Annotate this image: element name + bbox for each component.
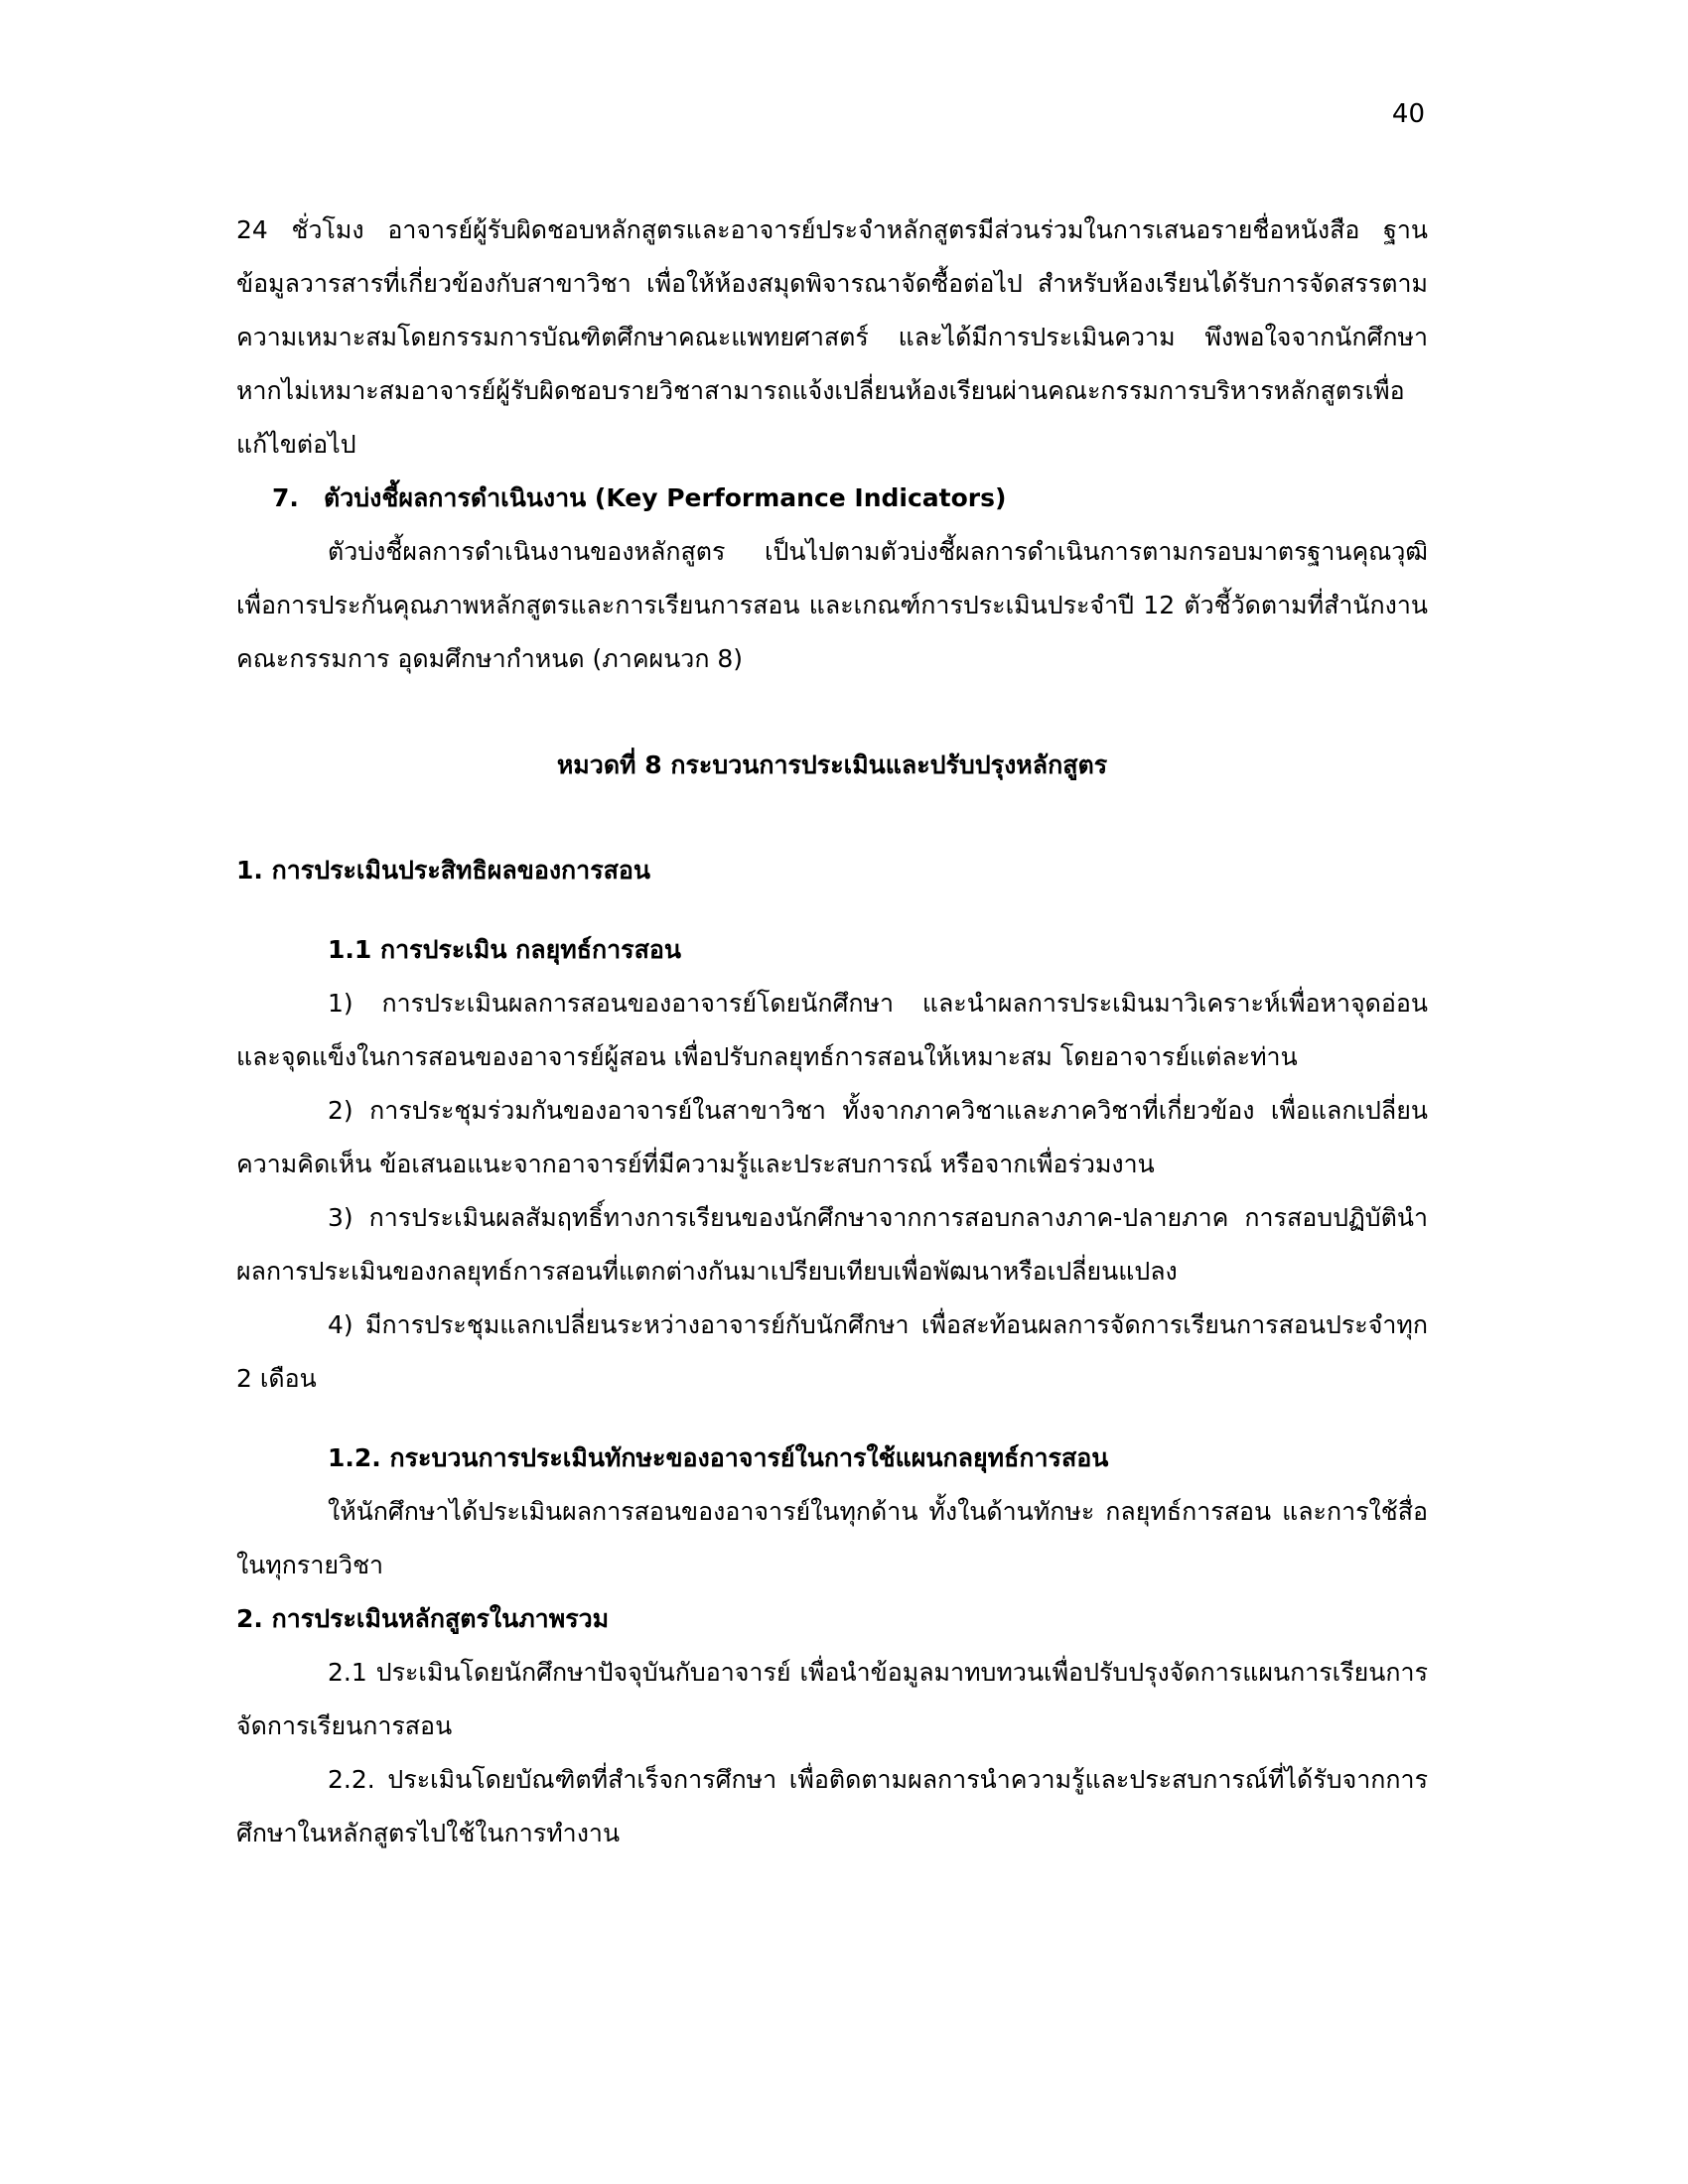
section-1-1-item: 1) การประเมินผลการสอนของอาจารย์โดยนักศึกษา และนำผลการประเมินมาวิเคราะห์เพื่อหาจุดอ่อนและจุดแข็งในการสอนของอาจารย์ผู้สอน เพื่อปรับกลยุทธ์การสอนให้เหมาะสม โดยอาจารย์แต่ละท่าน (236, 989, 1428, 1071)
section-1-1-item: 4) มีการประชุมแลกเปลี่ยนระหว่างอาจารย์กับนักศึกษา เพื่อสะท้อนผลการจัดการเรียนการสอนประจำทุก 2 เดือน (236, 1310, 1428, 1393)
kpi-number: 7. (272, 483, 299, 512)
section-1-2-heading: 1.2. กระบวนการประเมินทักษะของอาจารย์ในการใช้แผนกลยุทธ์การสอน (328, 1443, 1109, 1472)
section-2-heading: 2. การประเมินหลักสูตรในภาพรวม (236, 1604, 610, 1633)
kpi-heading (236, 472, 1428, 525)
page-number: 40 (1391, 99, 1425, 129)
chapter-title: หมวดที่ 8 กระบวนการประเมินและปรับปรุงหลักสูตร (556, 751, 1108, 779)
document-body (236, 204, 1428, 1860)
section-2-item: 2.2. ประเมินโดยบัณฑิตที่สำเร็จการศึกษา เพื่อติดตามผลการนำความรู้และประสบการณ์ที่ได้รับจากการศึกษาในหลักสูตรไปใช้ในการทำงาน (236, 1765, 1428, 1847)
kpi-heading-text: ตัวบ่งชี้ผลการดำเนินงาน (Key Performance Indicators) (324, 483, 1007, 512)
section-1-2-paragraph: ให้นักศึกษาได้ประเมินผลการสอนของอาจารย์ในทุกด้าน ทั้งในด้านทักษะ กลยุทธ์การสอน และการใช้สื่อในทุกรายวิชา (236, 1497, 1428, 1579)
intro-paragraph: 24 ชั่วโมง อาจารย์ผู้รับผิดชอบหลักสูตรและอาจารย์ประจำหลักสูตรมีส่วนร่วมในการเสนอรายชื่อหนังสือ ฐานข้อมูลวารสารที่เกี่ยวข้องกับสาขาวิชา เพื่อให้ห้องสมุดพิจารณาจัดซื้อต่อไป สำหรับห้องเรียนได้รับการจัดสรรตามความเหมาะสมโดยกรรมการบัณฑิตศึกษาคณะแพทยศาสตร์ และได้มีการประเมินความ พึงพอใจจากนักศึกษา หากไม่เหมาะสมอาจารย์ผู้รับผิดชอบรายวิชาสามารถแจ้งเปลี่ยนห้องเรียนผ่านคณะกรรมการบริหารหลักสูตรเพื่อแก้ไขต่อไป (236, 215, 1428, 459)
kpi-paragraph: ตัวบ่งชี้ผลการดำเนินงานของหลักสูตร เป็นไปตามตัวบ่งชี้ผลการดำเนินการตามกรอบมาตรฐานคุณวุฒิเพื่อการประกันคุณภาพหลักสูตรและการเรียนการสอน และเกณฑ์การประเมินประจำปี 12 ตัวชี้วัดตามที่สำนักงานคณะกรรมการ อุดมศึกษากำหนด (ภาคผนวก 8) (236, 537, 1428, 673)
section-1-1-heading: 1.1 การประเมิน กลยุทธ์การสอน (328, 935, 681, 964)
section-2-item: 2.1 ประเมินโดยนักศึกษาปัจจุบันกับอาจารย์ เพื่อนำข้อมูลมาทบทวนเพื่อปรับปรุงจัดการแผนการเรียนการจัดการเรียนการสอน (236, 1658, 1428, 1740)
section-1-1-item: 2) การประชุมร่วมกันของอาจารย์ในสาขาวิชา ทั้งจากภาควิชาและภาควิชาที่เกี่ยวข้อง เพื่อแลกเปลี่ยนความคิดเห็น ข้อเสนอแนะจากอาจารย์ที่มีความรู้และประสบการณ์ หรือจากเพื่อร่วมงาน (236, 1096, 1428, 1178)
section-1-1-item: 3) การประเมินผลสัมฤทธิ์ทางการเรียนของนักศึกษาจากการสอบกลางภาค-ปลายภาค การสอบปฏิบัตินำผลการประเมินของกลยุทธ์การสอนที่แตกต่างกันมาเปรียบเทียบเพื่อพัฒนาหรือเปลี่ยนแปลง (236, 1203, 1428, 1286)
section-1-heading: 1. การประเมินประสิทธิผลของการสอน (236, 856, 651, 885)
